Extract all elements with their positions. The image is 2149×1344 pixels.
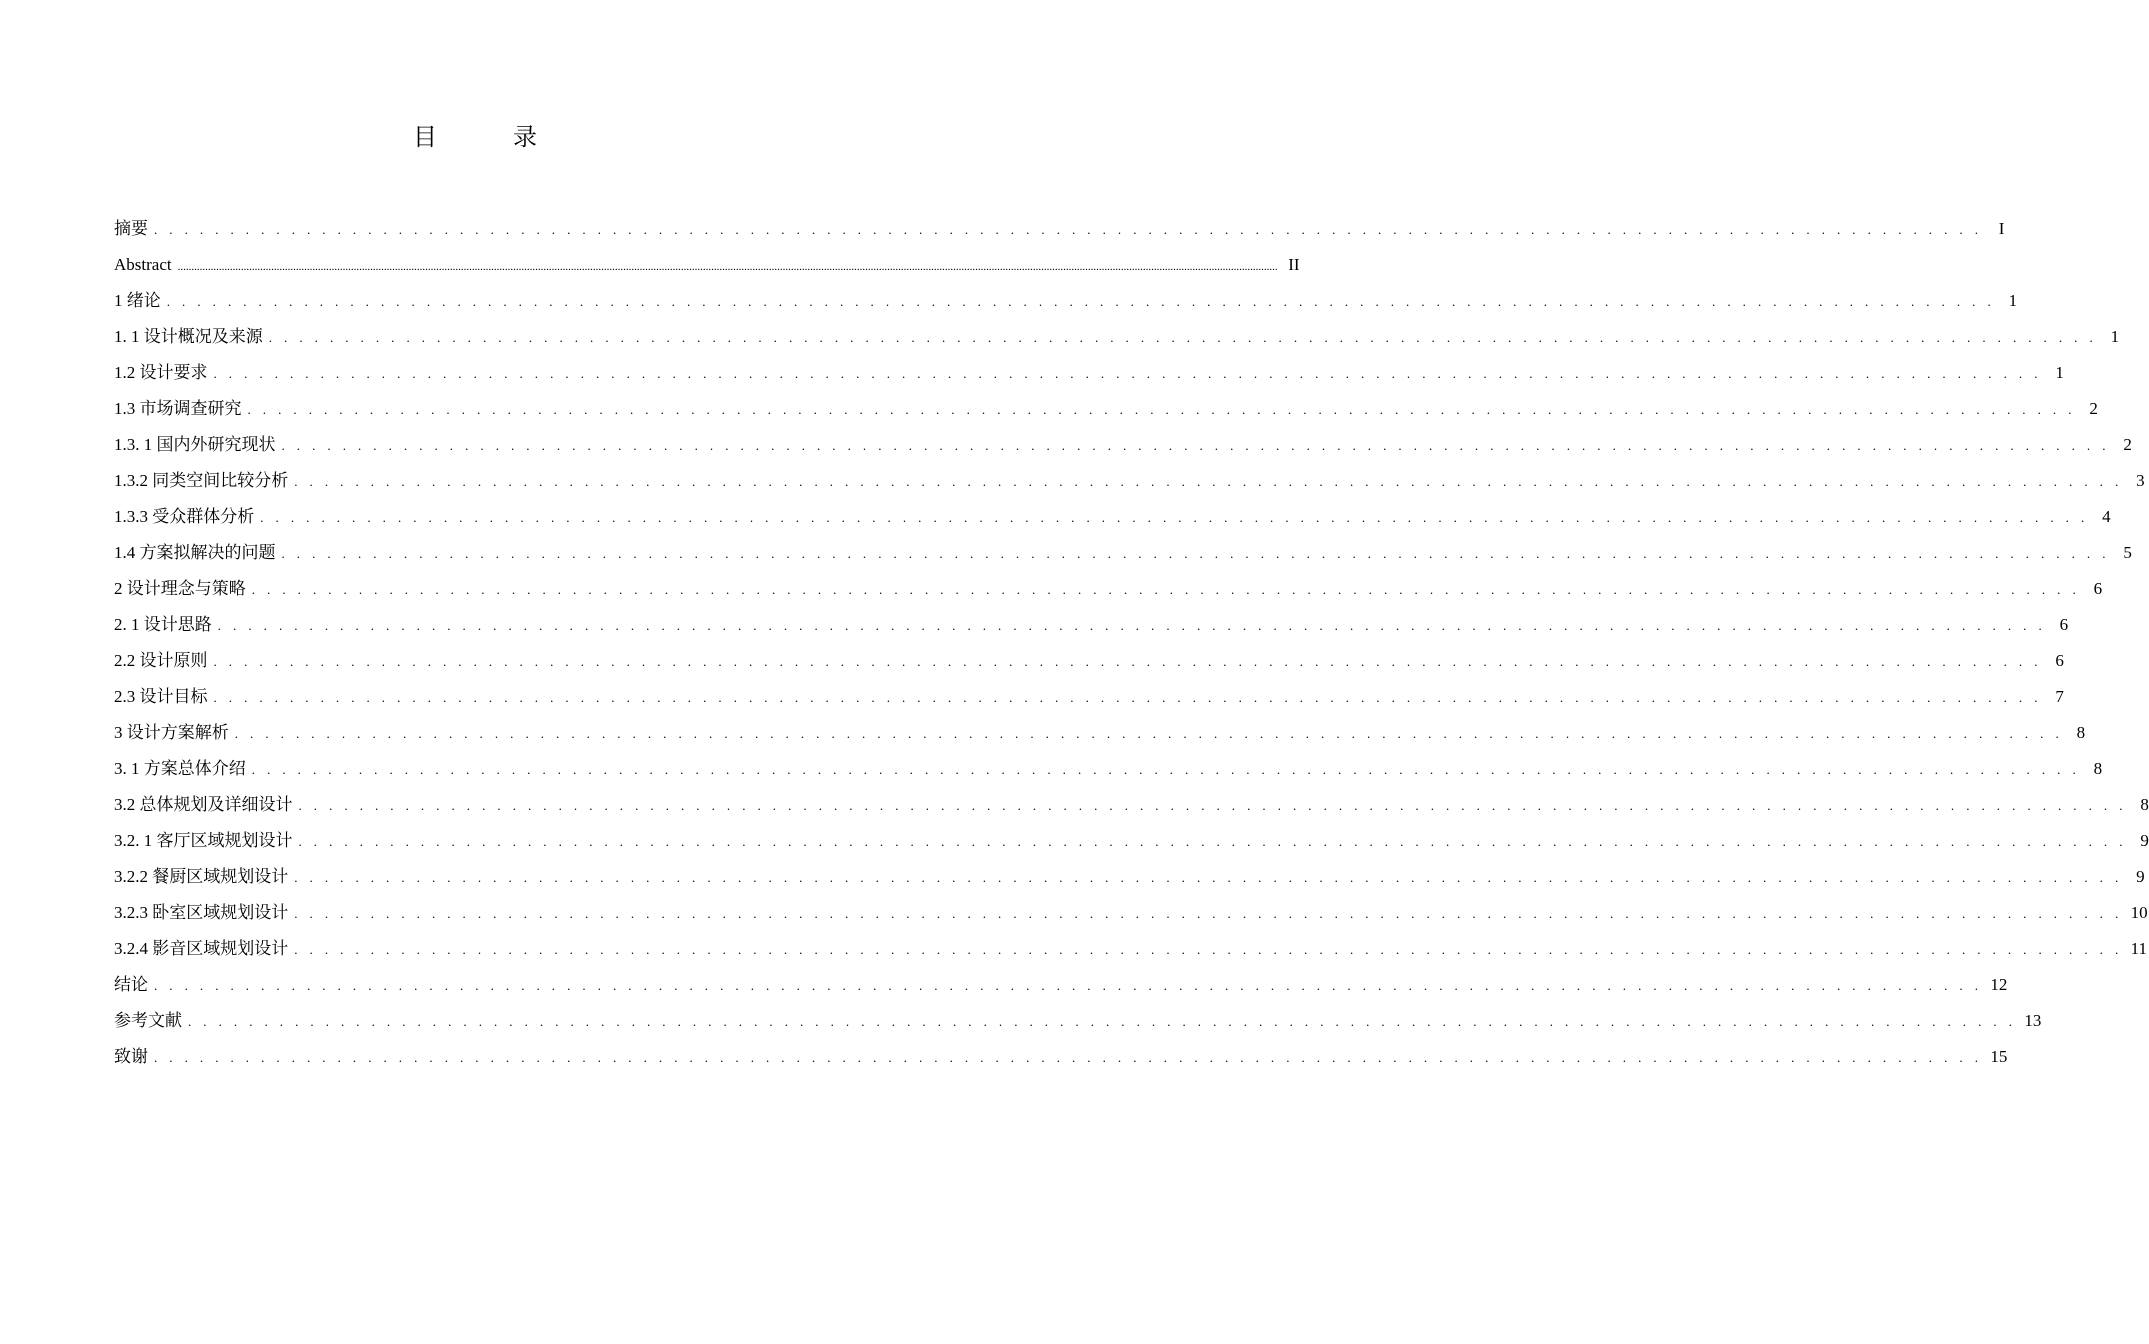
toc-entry[interactable]	[114, 715, 2086, 751]
toc-entry-label: 1.3.2 同类空间比较分析	[114, 471, 289, 490]
toc-dot-leader: ................................................................................................................................................................................................................................................................................................................................................................................................................	[177, 261, 1278, 273]
toc-dot-leader: . . . . . . . . . . . . . . . . . . . . . . . . . . . . . . . . . . . . . . . . . . . . . . . . . . . . . . . . . . . . . . . . . . . . . . . . . . . . . . . . . . . . . . . . . . . . . . . . . . . . . . . . . . . . . . . . . . . . . . . .	[294, 870, 2123, 885]
table-of-contents	[114, 211, 2149, 1075]
toc-entry[interactable]	[114, 859, 2145, 895]
toc-entry[interactable]	[114, 895, 2148, 931]
toc-dot-leader: . . . . . . . . . . . . . . . . . . . . . . . . . . . . . . . . . . . . . . . . . . . . . . . . . . . . . . . . . . . . . . . . . . . . . . . . . . . . . . . . . . . . . . . . . . . . . . . . . . . . . . . . . . . . . . . . . . . . . . . .	[294, 474, 2123, 489]
toc-entry-label: 3 设计方案解析	[114, 723, 229, 742]
toc-entry[interactable]	[114, 679, 2064, 715]
toc-entry-page-number: 6	[2059, 615, 2069, 634]
toc-entry[interactable]	[114, 571, 2103, 607]
toc-dot-leader: . . . . . . . . . . . . . . . . . . . . . . . . . . . . . . . . . . . . . . . . . . . . . . . . . . . . . . . . . . . . . . . . . . . . . . . . . . . . . . . . . . . . . . . . . . . . . . . . . . . . . . . . . . . . . . . . . . . . . . . .	[294, 942, 2123, 957]
toc-entry[interactable]	[114, 1039, 2008, 1075]
toc-entry-label: 3. 1 方案总体介绍	[114, 759, 246, 778]
toc-entry-page-number: 13	[2024, 1011, 2042, 1030]
toc-entry-page-number: 11	[2130, 939, 2147, 958]
toc-entry-label: 3.2.3 卧室区域规划设计	[114, 903, 289, 922]
toc-dot-leader: . . . . . . . . . . . . . . . . . . . . . . . . . . . . . . . . . . . . . . . . . . . . . . . . . . . . . . . . . . . . . . . . . . . . . . . . . . . . . . . . . . . . . . . . . . . . . . . . . . . . . . . . . . . . . . . . . . . . . . . .	[281, 438, 2110, 453]
toc-entry[interactable]	[114, 931, 2147, 967]
toc-entry[interactable]	[114, 427, 2132, 463]
toc-dot-leader: . . . . . . . . . . . . . . . . . . . . . . . . . . . . . . . . . . . . . . . . . . . . . . . . . . . . . . . . . . . . . . . . . . . . . . . . . . . . . . . . . . . . . . . . . . . . . . . . . . . . . . . . . . . . . . . . . . . . . . . .	[213, 690, 2042, 705]
toc-entry[interactable]	[114, 823, 2149, 859]
toc-entry[interactable]	[114, 535, 2132, 571]
toc-dot-leader: . . . . . . . . . . . . . . . . . . . . . . . . . . . . . . . . . . . . . . . . . . . . . . . . . . . . . . . . . . . . . . . . . . . . . . . . . . . . . . . . . . . . . . . . . . . . . . . . . . . . . . . . . . . . . . . . . . . . . . . .	[298, 834, 2127, 849]
toc-entry-label: 1.2 设计要求	[114, 363, 208, 382]
toc-entry-label: 3.2 总体规划及详细设计	[114, 795, 293, 814]
toc-entry[interactable]	[114, 211, 2005, 247]
toc-entry-page-number: 10	[2130, 903, 2148, 922]
toc-dot-leader: . . . . . . . . . . . . . . . . . . . . . . . . . . . . . . . . . . . . . . . . . . . . . . . . . . . . . . . . . . . . . . . . . . . . . . . . . . . . . . . . . . . . . . . . . . . . . . . . . . . . . . . . . . . . . . . . . . . . . . . .	[251, 762, 2081, 777]
toc-entry-page-number: 7	[2055, 687, 2064, 706]
toc-entry[interactable]	[114, 499, 2111, 535]
toc-entry-page-number: 1	[2110, 327, 2120, 346]
toc-dot-leader: . . . . . . . . . . . . . . . . . . . . . . . . . . . . . . . . . . . . . . . . . . . . . . . . . . . . . . . . . . . . . . . . . . . . . . . . . . . . . . . . . . . . . . . . . . . . . . . . . . . . . . . . . . . . . . . . . . . . . . . .	[154, 978, 1983, 993]
toc-dot-leader: . . . . . . . . . . . . . . . . . . . . . . . . . . . . . . . . . . . . . . . . . . . . . . . . . . . . . . . . . . . . . . . . . . . . . . . . . . . . . . . . . . . . . . . . . . . . . . . . . . . . . . . . . . . . . . . . . . . . . . . .	[166, 294, 1996, 309]
toc-dot-leader: . . . . . . . . . . . . . . . . . . . . . . . . . . . . . . . . . . . . . . . . . . . . . . . . . . . . . . . . . . . . . . . . . . . . . . . . . . . . . . . . . . . . . . . . . . . . . . . . . . . . . . . . . . . . . . . . . . . . . . . .	[298, 798, 2127, 813]
toc-entry-page-number: 1	[2008, 291, 2018, 310]
toc-entry-label: 2.2 设计原则	[114, 651, 208, 670]
toc-dot-leader: . . . . . . . . . . . . . . . . . . . . . . . . . . . . . . . . . . . . . . . . . . . . . . . . . . . . . . . . . . . . . . . . . . . . . . . . . . . . . . . . . . . . . . . . . . . . . . . . . . . . . . . . . . . . . . . . . . . . . . . .	[213, 366, 2042, 381]
toc-dot-leader: . . . . . . . . . . . . . . . . . . . . . . . . . . . . . . . . . . . . . . . . . . . . . . . . . . . . . . . . . . . . . . . . . . . . . . . . . . . . . . . . . . . . . . . . . . . . . . . . . . . . . . . . . . . . . . . . . . . . . . . .	[294, 906, 2123, 921]
toc-entry-label: 3.2.2 餐厨区域规划设计	[114, 867, 289, 886]
toc-dot-leader: . . . . . . . . . . . . . . . . . . . . . . . . . . . . . . . . . . . . . . . . . . . . . . . . . . . . . . . . . . . . . . . . . . . . . . . . . . . . . . . . . . . . . . . . . . . . . . . . . . . . . . . . . . . . . . . . . . . . . . . .	[234, 726, 2064, 741]
toc-entry-page-number: 3	[2136, 471, 2145, 490]
toc-entry-page-number: 15	[1990, 1047, 2008, 1066]
toc-entry-label: 3.2.4 影音区域规划设计	[114, 939, 289, 958]
toc-entry[interactable]	[114, 247, 1300, 283]
toc-entry[interactable]	[114, 355, 2064, 391]
toc-dot-leader: . . . . . . . . . . . . . . . . . . . . . . . . . . . . . . . . . . . . . . . . . . . . . . . . . . . . . . . . . . . . . . . . . . . . . . . . . . . . . . . . . . . . . . . . . . . . . . . . . . . . . . . . . . . . . . . . . . . . . . . .	[260, 510, 2089, 525]
toc-entry-page-number: 5	[2123, 543, 2132, 562]
toc-entry-label: 致谢	[114, 1047, 148, 1066]
toc-entry-page-number: I	[1998, 219, 2005, 238]
toc-entry[interactable]	[114, 463, 2145, 499]
toc-entry[interactable]	[114, 751, 2103, 787]
toc-entry-label: 2. 1 设计思路	[114, 615, 212, 634]
toc-entry[interactable]	[114, 1003, 2042, 1039]
toc-entry-label: 1.3 市场调查研究	[114, 399, 242, 418]
toc-entry-label: 1.3.3 受众群体分析	[114, 507, 255, 526]
toc-entry-label: 参考文献	[114, 1011, 182, 1030]
toc-dot-leader: . . . . . . . . . . . . . . . . . . . . . . . . . . . . . . . . . . . . . . . . . . . . . . . . . . . . . . . . . . . . . . . . . . . . . . . . . . . . . . . . . . . . . . . . . . . . . . . . . . . . . . . . . . . . . . . . . . . . . . . .	[154, 1050, 1983, 1065]
toc-dot-leader: . . . . . . . . . . . . . . . . . . . . . . . . . . . . . . . . . . . . . . . . . . . . . . . . . . . . . . . . . . . . . . . . . . . . . . . . . . . . . . . . . . . . . . . . . . . . . . . . . . . . . . . . . . . . . . . . . . . . . . . .	[281, 546, 2110, 561]
toc-entry-page-number: 9	[2140, 831, 2149, 850]
toc-entry-page-number: 9	[2136, 867, 2145, 886]
toc-entry-label: 1.4 方案拟解决的问题	[114, 543, 276, 562]
toc-dot-leader: . . . . . . . . . . . . . . . . . . . . . . . . . . . . . . . . . . . . . . . . . . . . . . . . . . . . . . . . . . . . . . . . . . . . . . . . . . . . . . . . . . . . . . . . . . . . . . . . . . . . . . . . . . . . . . . . . . . . . . . .	[247, 402, 2076, 417]
toc-dot-leader: . . . . . . . . . . . . . . . . . . . . . . . . . . . . . . . . . . . . . . . . . . . . . . . . . . . . . . . . . . . . . . . . . . . . . . . . . . . . . . . . . . . . . . . . . . . . . . . . . . . . . . . . . . . . . . . . . . . . . . . .	[217, 618, 2047, 633]
toc-entry[interactable]	[114, 283, 2018, 319]
toc-entry-page-number: 2	[2089, 399, 2098, 418]
toc-entry[interactable]	[114, 607, 2069, 643]
toc-dot-leader: . . . . . . . . . . . . . . . . . . . . . . . . . . . . . . . . . . . . . . . . . . . . . . . . . . . . . . . . . . . . . . . . . . . . . . . . . . . . . . . . . . . . . . . . . . . . . . . . . . . . . . . . . . . . . . . . . . . . . . . .	[251, 582, 2081, 597]
toc-entry[interactable]	[114, 787, 2149, 823]
toc-entry[interactable]	[114, 967, 2008, 1003]
toc-dot-leader: . . . . . . . . . . . . . . . . . . . . . . . . . . . . . . . . . . . . . . . . . . . . . . . . . . . . . . . . . . . . . . . . . . . . . . . . . . . . . . . . . . . . . . . . . . . . . . . . . . . . . . . . . . . . . . . . . . . . . . . .	[154, 222, 1983, 237]
toc-entry-page-number: 8	[2140, 795, 2149, 814]
toc-dot-leader: . . . . . . . . . . . . . . . . . . . . . . . . . . . . . . . . . . . . . . . . . . . . . . . . . . . . . . . . . . . . . . . . . . . . . . . . . . . . . . . . . . . . . . . . . . . . . . . . . . . . . . . . . . . . . . . . . . . . . . . .	[213, 654, 2042, 669]
toc-entry-label: 1. 1 设计概况及来源	[114, 327, 263, 346]
toc-entry-page-number: 4	[2102, 507, 2111, 526]
toc-entry-page-number: 8	[2076, 723, 2086, 742]
toc-entry[interactable]	[114, 391, 2098, 427]
toc-entry-page-number: 6	[2093, 579, 2103, 598]
toc-entry-page-number: 8	[2093, 759, 2103, 778]
page-title: 目 录	[413, 125, 563, 151]
toc-dot-leader: . . . . . . . . . . . . . . . . . . . . . . . . . . . . . . . . . . . . . . . . . . . . . . . . . . . . . . . . . . . . . . . . . . . . . . . . . . . . . . . . . . . . . . . . . . . . . . . . . . . . . . . . . . . . . . . . . . . . . . . .	[268, 330, 2098, 345]
toc-entry-label: 结论	[114, 975, 148, 994]
toc-dot-leader: . . . . . . . . . . . . . . . . . . . . . . . . . . . . . . . . . . . . . . . . . . . . . . . . . . . . . . . . . . . . . . . . . . . . . . . . . . . . . . . . . . . . . . . . . . . . . . . . . . . . . . . . . . . . . . . . . . . . . . . .	[188, 1014, 2017, 1029]
toc-entry-label: 摘要	[114, 219, 148, 238]
toc-entry-label: 1 绪论	[114, 291, 161, 310]
toc-entry-label: 1.3. 1 国内外研究现状	[114, 435, 276, 454]
toc-entry[interactable]	[114, 319, 2120, 355]
toc-entry-label: 2.3 设计目标	[114, 687, 208, 706]
toc-entry[interactable]	[114, 643, 2064, 679]
toc-entry-label: 3.2. 1 客厅区域规划设计	[114, 831, 293, 850]
toc-entry-label: 2 设计理念与策略	[114, 579, 246, 598]
toc-entry-page-number: 1	[2055, 363, 2064, 382]
toc-entry-label: Abstract	[114, 255, 172, 274]
toc-entry-page-number: 12	[1990, 975, 2008, 994]
toc-entry-page-number: 2	[2123, 435, 2132, 454]
toc-entry-page-number: 6	[2055, 651, 2064, 670]
toc-entry-page-number: II	[1288, 255, 1300, 274]
